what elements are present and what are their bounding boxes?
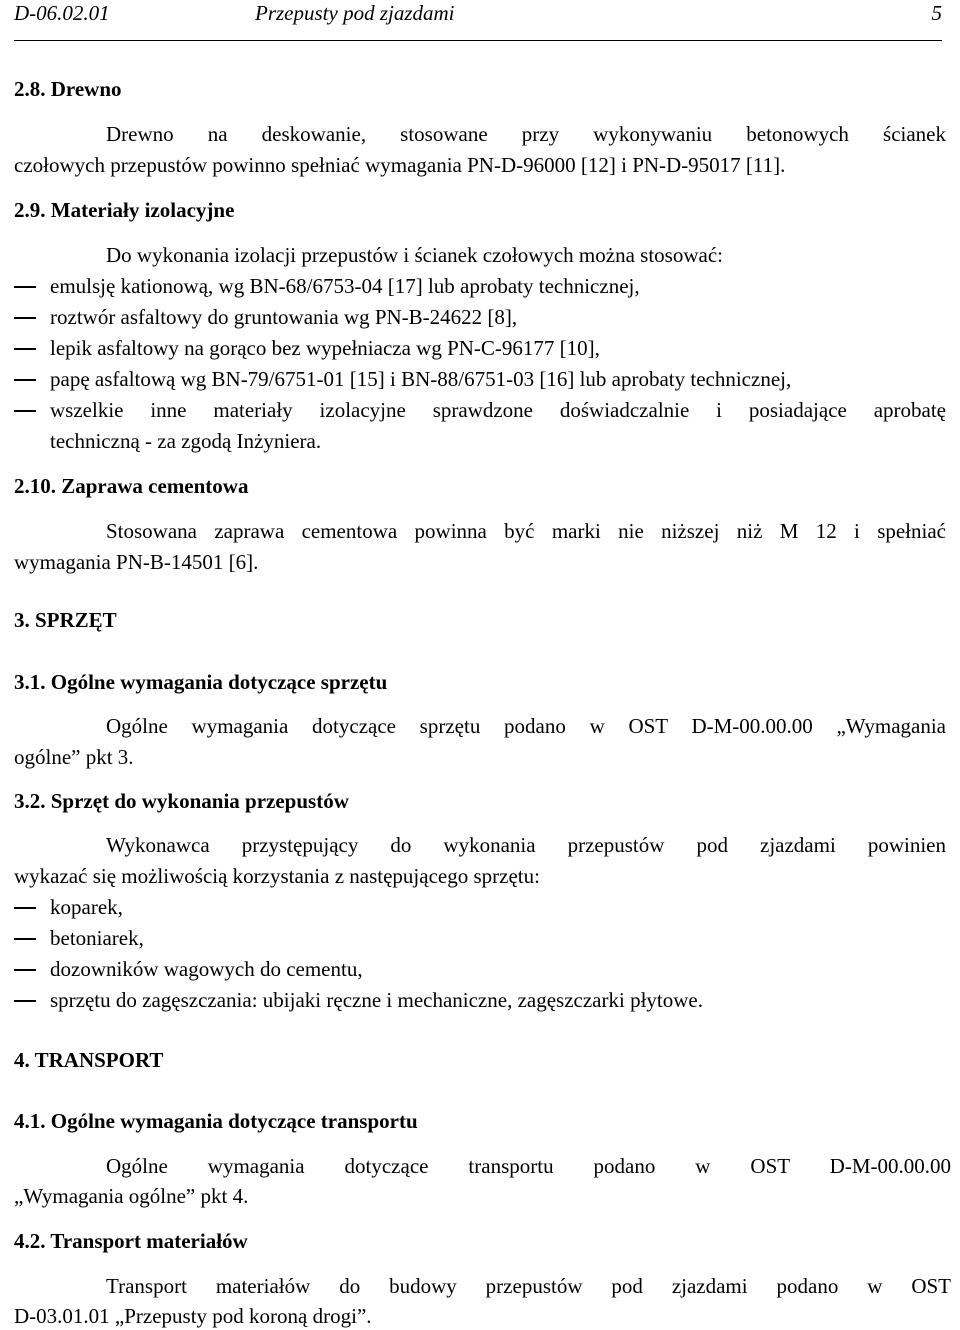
list-item: dozowników wagowych do cementu, [50,957,363,981]
paragraph-line: wykazać się możliwością korzystania z następującego sprzętu: [14,864,540,888]
bullet-dash [14,410,36,412]
paragraph-line: Stosowana zaprawa cementowa powinna być marki nie niższej niż M 12 i spełniać [106,519,946,543]
paragraph-line: Ogólne wymagania dotyczące transportu podano w OST D-M-00.00.00 [106,1154,951,1178]
list-item: wszelkie inne materiały izolacyjne sprawdzone doświadczalnie i posiadające aprobatę [50,398,946,422]
section-heading-2-8: 2.8. Drewno [14,77,122,101]
bullet-dash [14,938,36,940]
list-item: papę asfaltową wg BN-79/6751-01 [15] i BN-88/6751-03 [16] lub aprobaty technicznej, [50,367,792,391]
list-item: betoniarek, [50,926,144,950]
bullet-dash [14,969,36,971]
paragraph-line: Do wykonania izolacji przepustów i ścianek czołowych można stosować: [106,243,723,267]
chapter-heading-3: 3. SPRZĘT [14,608,117,632]
bullet-dash [14,348,36,350]
list-item: lepik asfaltowy na gorąco bez wypełniacza wg PN-C-96177 [10], [50,336,600,360]
paragraph-line: D-03.01.01 „Przepusty pod koroną drogi”. [14,1304,372,1328]
document-code: D-06.02.01 [14,1,110,25]
page-header [14,0,942,41]
paragraph-line: „Wymagania ogólne” pkt 4. [14,1184,249,1208]
paragraph-line: wymagania PN-B-14501 [6]. [14,550,259,574]
paragraph-line: Ogólne wymagania dotyczące sprzętu podano w OST D-M-00.00.00 „Wymagania [106,714,946,738]
list-item: emulsję kationową, wg BN-68/6753-04 [17] lub aprobaty technicznej, [50,274,640,298]
section-heading-4-2: 4.2. Transport materiałów [14,1229,248,1253]
bullet-dash [14,1000,36,1002]
paragraph-line: czołowych przepustów powinno spełniać wymagania PN-D-96000 [12] i PN-D-95017 [11]. [14,153,786,177]
section-heading-2-9: 2.9. Materiały izolacyjne [14,198,235,222]
list-item: koparek, [50,895,123,919]
list-item: sprzętu do zagęszczania: ubijaki ręczne i mechaniczne, zagęszczarki płytowe. [50,988,703,1012]
bullet-dash [14,907,36,909]
paragraph-line: Transport materiałów do budowy przepustów pod zjazdami podano w OST [106,1274,951,1298]
list-item: roztwór asfaltowy do gruntowania wg PN-B-24622 [8], [50,305,518,329]
bullet-dash [14,286,36,288]
bullet-dash [14,379,36,381]
paragraph-line: ogólne” pkt 3. [14,745,134,769]
section-heading-3-1: 3.1. Ogólne wymagania dotyczące sprzętu [14,670,388,694]
document-title: Przepusty pod zjazdami [255,1,455,25]
list-item-continuation: techniczną - za zgodą Inżyniera. [50,429,322,453]
bullet-dash [14,317,36,319]
page-number: 5 [931,1,942,25]
section-heading-3-2: 3.2. Sprzęt do wykonania przepustów [14,789,349,813]
chapter-heading-4: 4. TRANSPORT [14,1048,164,1072]
section-heading-2-10: 2.10. Zaprawa cementowa [14,474,249,498]
paragraph-line: Drewno na deskowanie, stosowane przy wykonywaniu betonowych ścianek [106,122,946,146]
section-heading-4-1: 4.1. Ogólne wymagania dotyczące transportu [14,1109,418,1133]
paragraph-line: Wykonawca przystępujący do wykonania przepustów pod zjazdami powinien [106,833,946,857]
